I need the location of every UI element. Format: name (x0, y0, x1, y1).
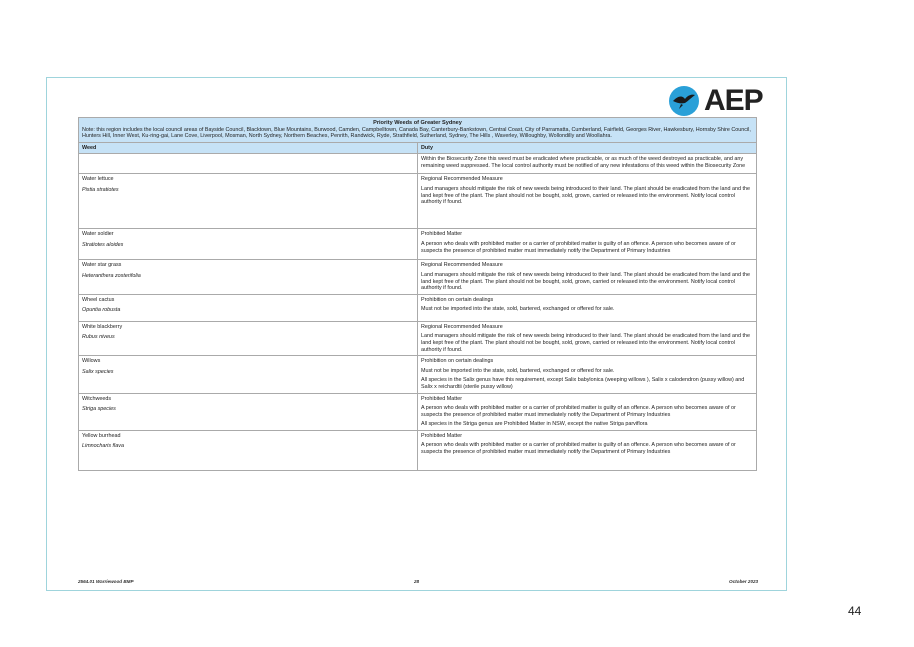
footer-date: October 2023 (729, 579, 759, 584)
footer-page: 28 (414, 579, 420, 584)
col-duty: Duty (418, 142, 757, 154)
weed-name: Water lettuce (82, 176, 114, 183)
logo-text: AEP (704, 84, 763, 117)
aep-logo (669, 84, 763, 117)
weed-name: Yellow burrhead (82, 432, 121, 439)
weed-name: Water soldier (82, 231, 114, 238)
duty-category: Regional Recommended Measure (421, 176, 503, 183)
duty-category: Prohibited Matter (421, 395, 463, 402)
weed-scientific-name: Striga species (82, 406, 116, 413)
table-note: Note: this region includes the local council areas of Bayside Council, Blacktown, Blue Mountains, Burwood, Camden, Campbelltown, Canada Bay, Canterbury-Bankstown, Central Coast, City of Parramatta, Cumberland, Fairfield, Georges River, Hawkesbury, Hornsby Shire Council, Hunters Hill, Inner West, Ku-ring-gai, Lane Cove, Liverpool, Mosman, North Sydney, Northern Beaches, Penrith, Randwick, Ryde, Strathfield, Sutherland, Sydney, The Hills , Waverley, Willoughby, Wollondilly and Woollahra. (82, 126, 751, 140)
duty-text: Must not be imported into the state, sold, bartered, exchanged or offered for sale. (421, 367, 615, 374)
weed-scientific-name: Salix species (82, 368, 114, 375)
bird-icon (669, 86, 699, 116)
table-row (79, 321, 757, 355)
duty-text: A person who deals with prohibited matter or a carrier of prohibited matter is guilty of an offence. A person who becomes aware of or suspects the presence of prohibited matter must immediately notify the Department of Primary Industries (421, 442, 736, 456)
column-headers (79, 142, 757, 154)
duty-category: Regional Recommended Measure (421, 323, 503, 330)
table-header (79, 118, 757, 143)
weed-name: Wheel cactus (82, 296, 115, 303)
duty-text: A person who deals with prohibited matter or a carrier of prohibited matter is guilty of an offence. A person who becomes aware of or suspects the presence of prohibited matter must immediately notify the Department of Primary Industries (421, 240, 736, 254)
table-row (79, 229, 757, 260)
document-page (46, 77, 787, 591)
weed-name: Willows (82, 358, 101, 365)
continued-duty: Within the Biosecurity Zone this weed must be eradicated where practicable, or as much of the weed destroyed as practicable, and any remaining weed suppressed. The local control authority must be notified of any new infestations of this weed within the Biosecurity Zone (418, 154, 757, 174)
table-row (79, 154, 757, 174)
table-row (79, 430, 757, 470)
weed-scientific-name: Stratiotes aloides (82, 241, 124, 248)
page-number: 44 (848, 604, 862, 618)
col-weed: Weed (79, 142, 418, 154)
weed-scientific-name: Opuntia robusta (82, 307, 121, 314)
duty-category: Prohibition on certain dealings (421, 296, 494, 303)
duty-text: Land managers should mitigate the risk of new weeds being introduced to their land. The plant should be eradicated from the land and the land kept free of the plant. The plant should not be bought, sold, grown, carried or released into the environment. Notify local control authority if found. (421, 271, 750, 292)
weed-scientific-name: Rubus niveus (82, 334, 115, 341)
footer-doc-ref: 2564.01 Warriewood BMP (78, 579, 134, 584)
duty-text: Land managers should mitigate the risk of new weeds being introduced to their land. The plant should be eradicated from the land and the land kept free of the plant. The plant should not be bought, sold, grown, carried or released into the environment. Notify local control authority if found. (421, 333, 750, 353)
duty-category: Regional Recommended Measure (421, 262, 503, 269)
weed-name: Witchweeds (82, 395, 112, 402)
duty-text: A person who deals with prohibited matter or a carrier of prohibited matter is guilty of an offence. A person who becomes aware of or suspects the presence of prohibited matter must immediately notify the Department of Primary Industries (421, 405, 736, 418)
table-row (79, 356, 757, 393)
priority-weeds-table (78, 117, 757, 471)
duty-category: Prohibited Matter (421, 432, 463, 439)
weed-name: White blackberry (82, 323, 123, 330)
duty-note: All species in the Striga genus are Prohibited Matter in NSW, except the native Striga parviflora (421, 421, 648, 428)
weed-name: Water star grass (82, 262, 122, 269)
duty-category: Prohibition on certain dealings (421, 358, 494, 365)
table-row (79, 260, 757, 294)
table-row (79, 393, 757, 430)
weed-scientific-name: Heteranthera zosterifolia (82, 272, 141, 279)
weed-scientific-name: Pistia stratiotes (82, 186, 119, 193)
duty-text: Land managers should mitigate the risk of new weeds being introduced to their land. The plant should be eradicated from the land and the land kept free of the plant. The plant should not be bought, sold, grown, carried or released into the environment. Notify local control authority if found. (421, 185, 750, 206)
duty-note: All species in the Salix genus have this requirement, except Salix babylonica (weeping willows ), Salix x calodendron (pussy willow) and Salix x reichardtii (sterile pussy willow) (421, 377, 745, 390)
duty-category: Prohibited Matter (421, 231, 463, 238)
duty-text: Must not be imported into the state, sold, bartered, exchanged or offered for sale. (421, 306, 615, 313)
table-title: Priority Weeds of Greater Sydney (373, 120, 462, 126)
weed-scientific-name: Limnocharis flava (82, 443, 124, 450)
table-row (79, 174, 757, 229)
table-row (79, 294, 757, 321)
